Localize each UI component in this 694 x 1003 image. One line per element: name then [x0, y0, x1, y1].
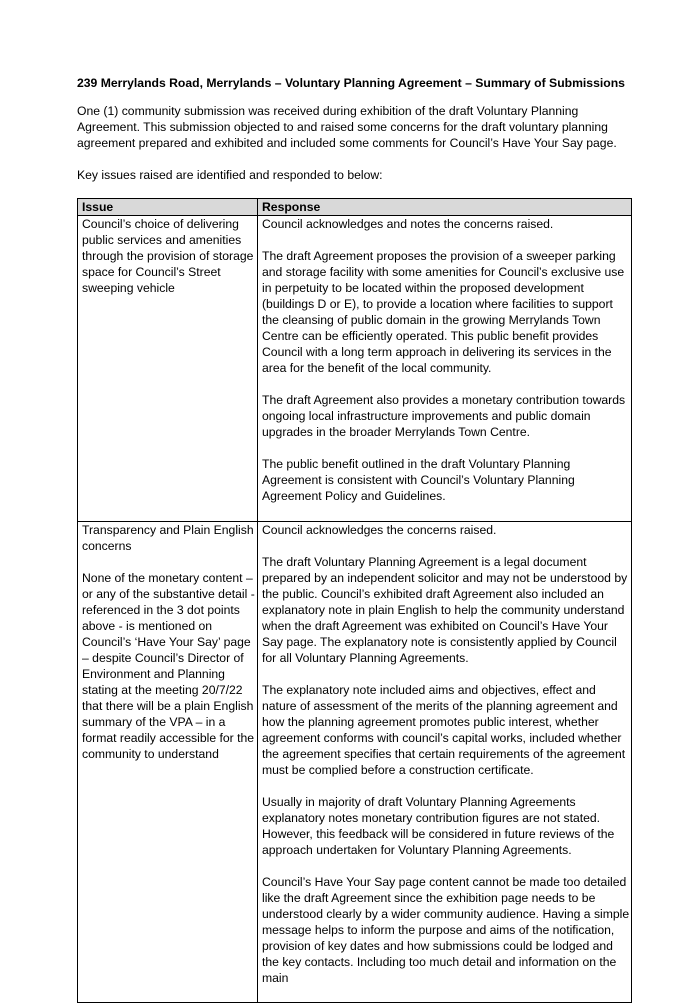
- response-cell: [258, 522, 632, 1003]
- document-title: 239 Merrylands Road, Merrylands – Voluntary Planning Agreement – Summary of Submissions: [77, 76, 625, 90]
- issue-text: Council’s choice of delivering public services and amenities through the provision of storage space for Council’s Street sweeping vehicle: [82, 217, 254, 295]
- response-cell: [258, 216, 632, 522]
- issue-heading: Transparency and Plain English concerns: [82, 523, 254, 553]
- table-row: [78, 216, 632, 522]
- response-paragraph: Council’s Have Your Say page content cannot be made too detailed like the draft Agreement since the exhibition page needs to be understood clearly by a wider community audience. Having a simple message helps to inform the purpose and aims of the notification, provision of key dates and how submissions could be lodged and the key contacts. Including too much detail and information on the main: [262, 875, 630, 985]
- response-paragraph: Council acknowledges the concerns raised.: [262, 523, 497, 537]
- response-paragraph: The draft Agreement also provides a monetary contribution towards ongoing local infrastructure improvements and public domain upgrades in the broader Merrylands Town Centre.: [262, 393, 626, 439]
- response-column-header: Response: [258, 199, 632, 216]
- issue-cell: [78, 522, 258, 1003]
- intro-paragraph: One (1) community submission was received during exhibition of the draft Voluntary Planning Agreement. This submission objected to and raised some concerns for the draft voluntary planning agreement prepared and exhibited and included some comments for Council’s Have Your Say page.: [77, 104, 617, 150]
- response-paragraph: The draft Agreement proposes the provision of a sweeper parking and storage facility with some amenities for Council’s exclusive use in perpetuity to be located within the proposed development (buildings D or E), to provide a location where facilities to support the cleansing of public domain in the growing Merrylands Town Centre can be efficiently operated. This public benefit provides Council with a long term approach in delivering its services in the area for the benefit of the local community.: [262, 249, 625, 375]
- issue-cell: [78, 216, 258, 522]
- table-row: [78, 522, 632, 1003]
- response-paragraph: The public benefit outlined in the draft Voluntary Planning Agreement is consistent with Council’s Voluntary Planning Agreement Policy and Guidelines.: [262, 457, 575, 503]
- key-issues-line: Key issues raised are identified and responded to below:: [77, 168, 383, 182]
- issue-text: None of the monetary content – or any of the substantive detail - referenced in the 3 dot points above - is mentioned on Council’s ‘Have Your Say’ page – despite Council’s Director of Environment and Planning stating at the meeting 20/7/22 that there will be a plain English summary of the VPA – in a format readily accessible for the community to understand: [82, 571, 255, 761]
- response-paragraph: Council acknowledges and notes the concerns raised.: [262, 217, 554, 231]
- submissions-table: [77, 198, 632, 1003]
- issue-column-header: Issue: [78, 199, 258, 216]
- response-paragraph: Usually in majority of draft Voluntary Planning Agreements explanatory notes monetary contribution figures are not stated. However, this feedback will be considered in future reviews of the approach undertaken for Voluntary Planning Agreements.: [262, 795, 615, 857]
- response-paragraph: The draft Voluntary Planning Agreement is a legal document prepared by an independent solicitor and may not be understood by the public. Council’s exhibited draft Agreement also included an explanatory note in plain English to help the community understand when the draft Agreement was exhibited on Council’s Have Your Say page. The explanatory note is consistently applied by Council for all Voluntary Planning Agreements.: [262, 555, 628, 665]
- response-paragraph: The explanatory note included aims and objectives, effect and nature of assessment of the merits of the planning agreement and how the planning agreement promotes public interest, whether agreement conforms with council’s capital works, included whether the agreement specifies that certain requirements of the agreement must be complied before a construction certificate.: [262, 683, 626, 777]
- table-header-row: [78, 199, 632, 216]
